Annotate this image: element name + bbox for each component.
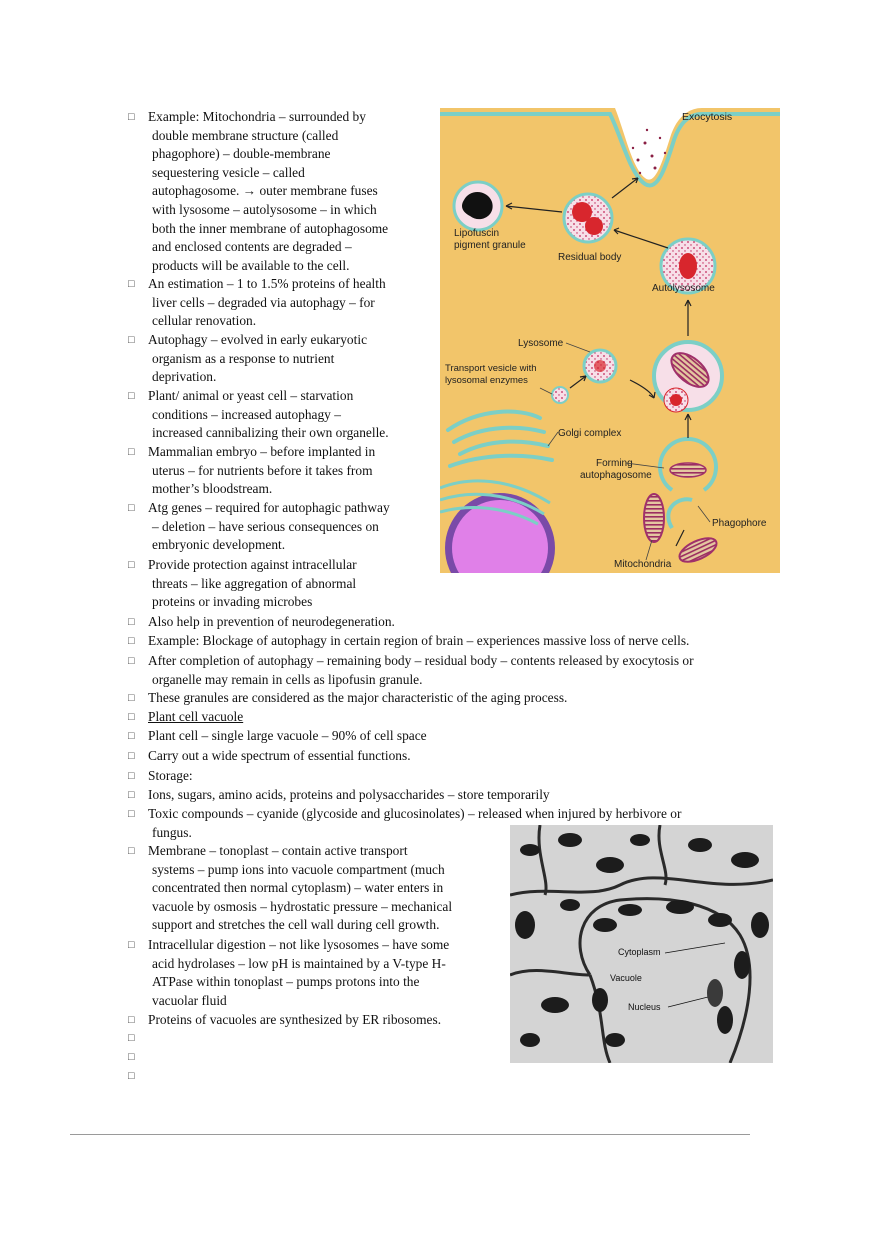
bullet-functions xyxy=(148,747,411,766)
label-pigment-granule: pigment granule xyxy=(454,240,526,251)
bullet-atg-genes xyxy=(148,499,390,555)
bullet-brain-example xyxy=(148,632,689,651)
bullet-marker xyxy=(128,805,135,824)
footer-rule xyxy=(70,1134,750,1135)
text-line: proteins or invading microbes xyxy=(152,594,313,610)
text-line: mother’s bloodstream. xyxy=(152,481,273,497)
text-line: increased cannibalizing their own organelle. xyxy=(152,425,389,441)
text-line: and enclosed contents are degraded – xyxy=(152,239,352,255)
transport-vesicle xyxy=(552,387,568,403)
bullet-aging xyxy=(148,689,567,708)
bullet-neurodegeneration xyxy=(148,613,395,632)
mitochondrion-1 xyxy=(644,494,664,542)
bullet-marker xyxy=(128,387,135,406)
label-transport-vesicle-2: lysosomal enzymes xyxy=(445,375,528,386)
label-phagophore: Phagophore xyxy=(712,518,767,529)
text-line: uterus – for nutrients before it takes from xyxy=(152,462,373,478)
bullet-marker xyxy=(128,727,135,746)
text-line: Also help in prevention of neurodegeneration. xyxy=(148,614,395,629)
autophagy-diagram xyxy=(440,108,780,573)
bullet-marker xyxy=(128,747,135,766)
bullet-autophagy-evolved xyxy=(148,331,367,387)
text-line: These granules are considered as the major characteristic of the aging process. xyxy=(148,690,568,705)
label-vacuole: Vacuole xyxy=(610,973,642,983)
text-line: After completion of autophagy – remaining body – residual body – contents released by exocytosis or xyxy=(148,653,694,668)
bullet-marker xyxy=(128,556,135,575)
text-line: Intracellular digestion – not like lysosomes – have some xyxy=(148,937,450,952)
autolysosome-red xyxy=(679,253,697,279)
bullet-marker xyxy=(128,613,135,632)
bullet-marker xyxy=(128,936,135,955)
bullet-marker xyxy=(128,499,135,518)
text-line: autophagosome. → outer membrane fuses xyxy=(152,183,378,199)
bullet-intracellular-digestion xyxy=(148,936,449,1010)
bullet-marker xyxy=(128,842,135,861)
label-lysosome: Lysosome xyxy=(518,338,564,349)
residual-body-red-2 xyxy=(585,217,603,235)
label-forming-2: autophagosome xyxy=(580,470,652,481)
bullet-single-vacuole xyxy=(148,727,427,746)
text-line: vacuolar fluid xyxy=(152,992,227,1008)
bullet-tonoplast xyxy=(148,842,452,935)
text-line: Autophagy – evolved in early eukaryotic xyxy=(148,332,368,347)
text-line: liver cells – degraded via autophagy – for xyxy=(152,294,375,310)
label-lipofuscin: Lipofuscin xyxy=(454,228,500,239)
text-line: Ions, sugars, amino acids, proteins and polysaccharides – store temporarily xyxy=(148,787,550,802)
bullet-starvation xyxy=(148,387,389,443)
label-cytoplasm: Cytoplasm xyxy=(618,947,661,957)
bullet-plant-cell-vacuole-heading xyxy=(148,708,243,727)
bullet-ions xyxy=(148,786,550,805)
bullet-marker xyxy=(128,767,135,786)
bullet-estimation xyxy=(148,275,386,331)
label-transport-vesicle-1: Transport vesicle with xyxy=(445,363,537,374)
bullet-marker xyxy=(128,275,135,294)
bullet-marker xyxy=(128,108,135,127)
label-mitochondria: Mitochondria xyxy=(614,559,672,570)
text-line: Atg genes – required for autophagic pathway xyxy=(148,500,390,515)
bullet-marker xyxy=(128,786,135,805)
text-line: embryonic development. xyxy=(152,537,286,553)
bullet-storage xyxy=(148,767,193,786)
text-line: Example: Mitochondria – surrounded by xyxy=(148,109,366,124)
text-line: Proteins of vacuoles are synthesized by ER ribosomes. xyxy=(148,1012,442,1027)
forming-mitochondrion xyxy=(670,463,706,477)
text-line: Example: Blockage of autophagy in certain region of brain – experiences massive loss of nerve cells. xyxy=(148,633,690,648)
bullet-marker xyxy=(128,331,135,350)
text-line: sequestering vesicle – called xyxy=(152,164,305,180)
label-residual-body: Residual body xyxy=(558,252,622,263)
text-line: ATPase within tonoplast – pumps protons into the xyxy=(152,974,420,990)
bullet-marker xyxy=(128,632,135,651)
text-line: – deletion – have serious consequences on xyxy=(152,518,379,534)
text-line: vacuole by osmosis – hydrostatic pressure – mechanical xyxy=(152,898,453,914)
text-line: support and stretches the cell wall during cell growth. xyxy=(152,917,440,933)
text-line: threats – like aggregation of abnormal xyxy=(152,575,357,591)
bullet-mitochondria-example xyxy=(148,108,388,275)
text-line: fungus. xyxy=(152,824,192,840)
text-line: Provide protection against intracellular xyxy=(148,557,357,572)
text-line: double membrane structure (called xyxy=(152,127,339,143)
text-line: Membrane – tonoplast – contain active transport xyxy=(148,843,408,858)
cell-nucleus xyxy=(707,979,723,1007)
text-line: Carry out a wide spectrum of essential functions. xyxy=(148,748,411,763)
label-golgi: Golgi complex xyxy=(558,428,622,439)
text-line: with lysosome – autolysosome – in which xyxy=(152,201,377,217)
text-line: conditions – increased autophagy – xyxy=(152,406,341,422)
bullet-marker xyxy=(128,689,135,708)
text-line: Toxic compounds – cyanide (glycoside and glucosinolates) – released when injured by herbivore or xyxy=(148,806,682,821)
bullet-marker xyxy=(128,443,135,462)
empty-bullet-marker xyxy=(128,1070,135,1082)
label-nucleus: Nucleus xyxy=(628,1002,661,1012)
text-line: Storage: xyxy=(148,768,193,783)
text-line: systems – pump ions into vacuole compartment (much xyxy=(152,861,445,877)
bullet-mammalian-embryo xyxy=(148,443,375,499)
empty-bullet-marker xyxy=(128,1051,135,1063)
label-forming-1: Forming xyxy=(596,458,633,469)
text-line: both the inner membrane of autophagosome xyxy=(152,220,389,236)
text-line: products will be available to the cell. xyxy=(152,257,350,273)
plant-cell-micrograph xyxy=(510,825,773,1063)
text-line: organism as a response to nutrient xyxy=(152,350,335,366)
label-exocytosis: Exocytosis xyxy=(682,111,733,123)
text-line: deprivation. xyxy=(152,369,217,385)
bullet-residual-body xyxy=(148,652,694,689)
empty-bullet-marker xyxy=(128,1032,135,1044)
bullet-marker xyxy=(128,1011,135,1030)
bullet-marker xyxy=(128,652,135,671)
text-line: An estimation – 1 to 1.5% proteins of health xyxy=(148,276,386,291)
text-line: acid hydrolases – low pH is maintained by a V-type H- xyxy=(152,955,446,971)
bullet-marker xyxy=(128,708,135,727)
bullet-protection xyxy=(148,556,357,612)
text-line: Mammalian embryo – before implanted in xyxy=(148,444,376,459)
text-line: cellular renovation. xyxy=(152,313,257,329)
text-line: Plant/ animal or yeast cell – starvation xyxy=(148,388,354,403)
section-heading: Plant cell vacuole xyxy=(148,709,244,724)
text-line: Plant cell – single large vacuole – 90% of cell space xyxy=(148,728,427,743)
text-line: concentrated then normal cytoplasm) – water enters in xyxy=(152,880,444,896)
text-line: organelle may remain in cells as lipofusin granule. xyxy=(152,671,423,687)
label-autolysosome: Autolysosome xyxy=(652,283,715,294)
text-line: phagophore) – double-membrane xyxy=(152,146,331,162)
bullet-vacuole-proteins xyxy=(148,1011,441,1030)
